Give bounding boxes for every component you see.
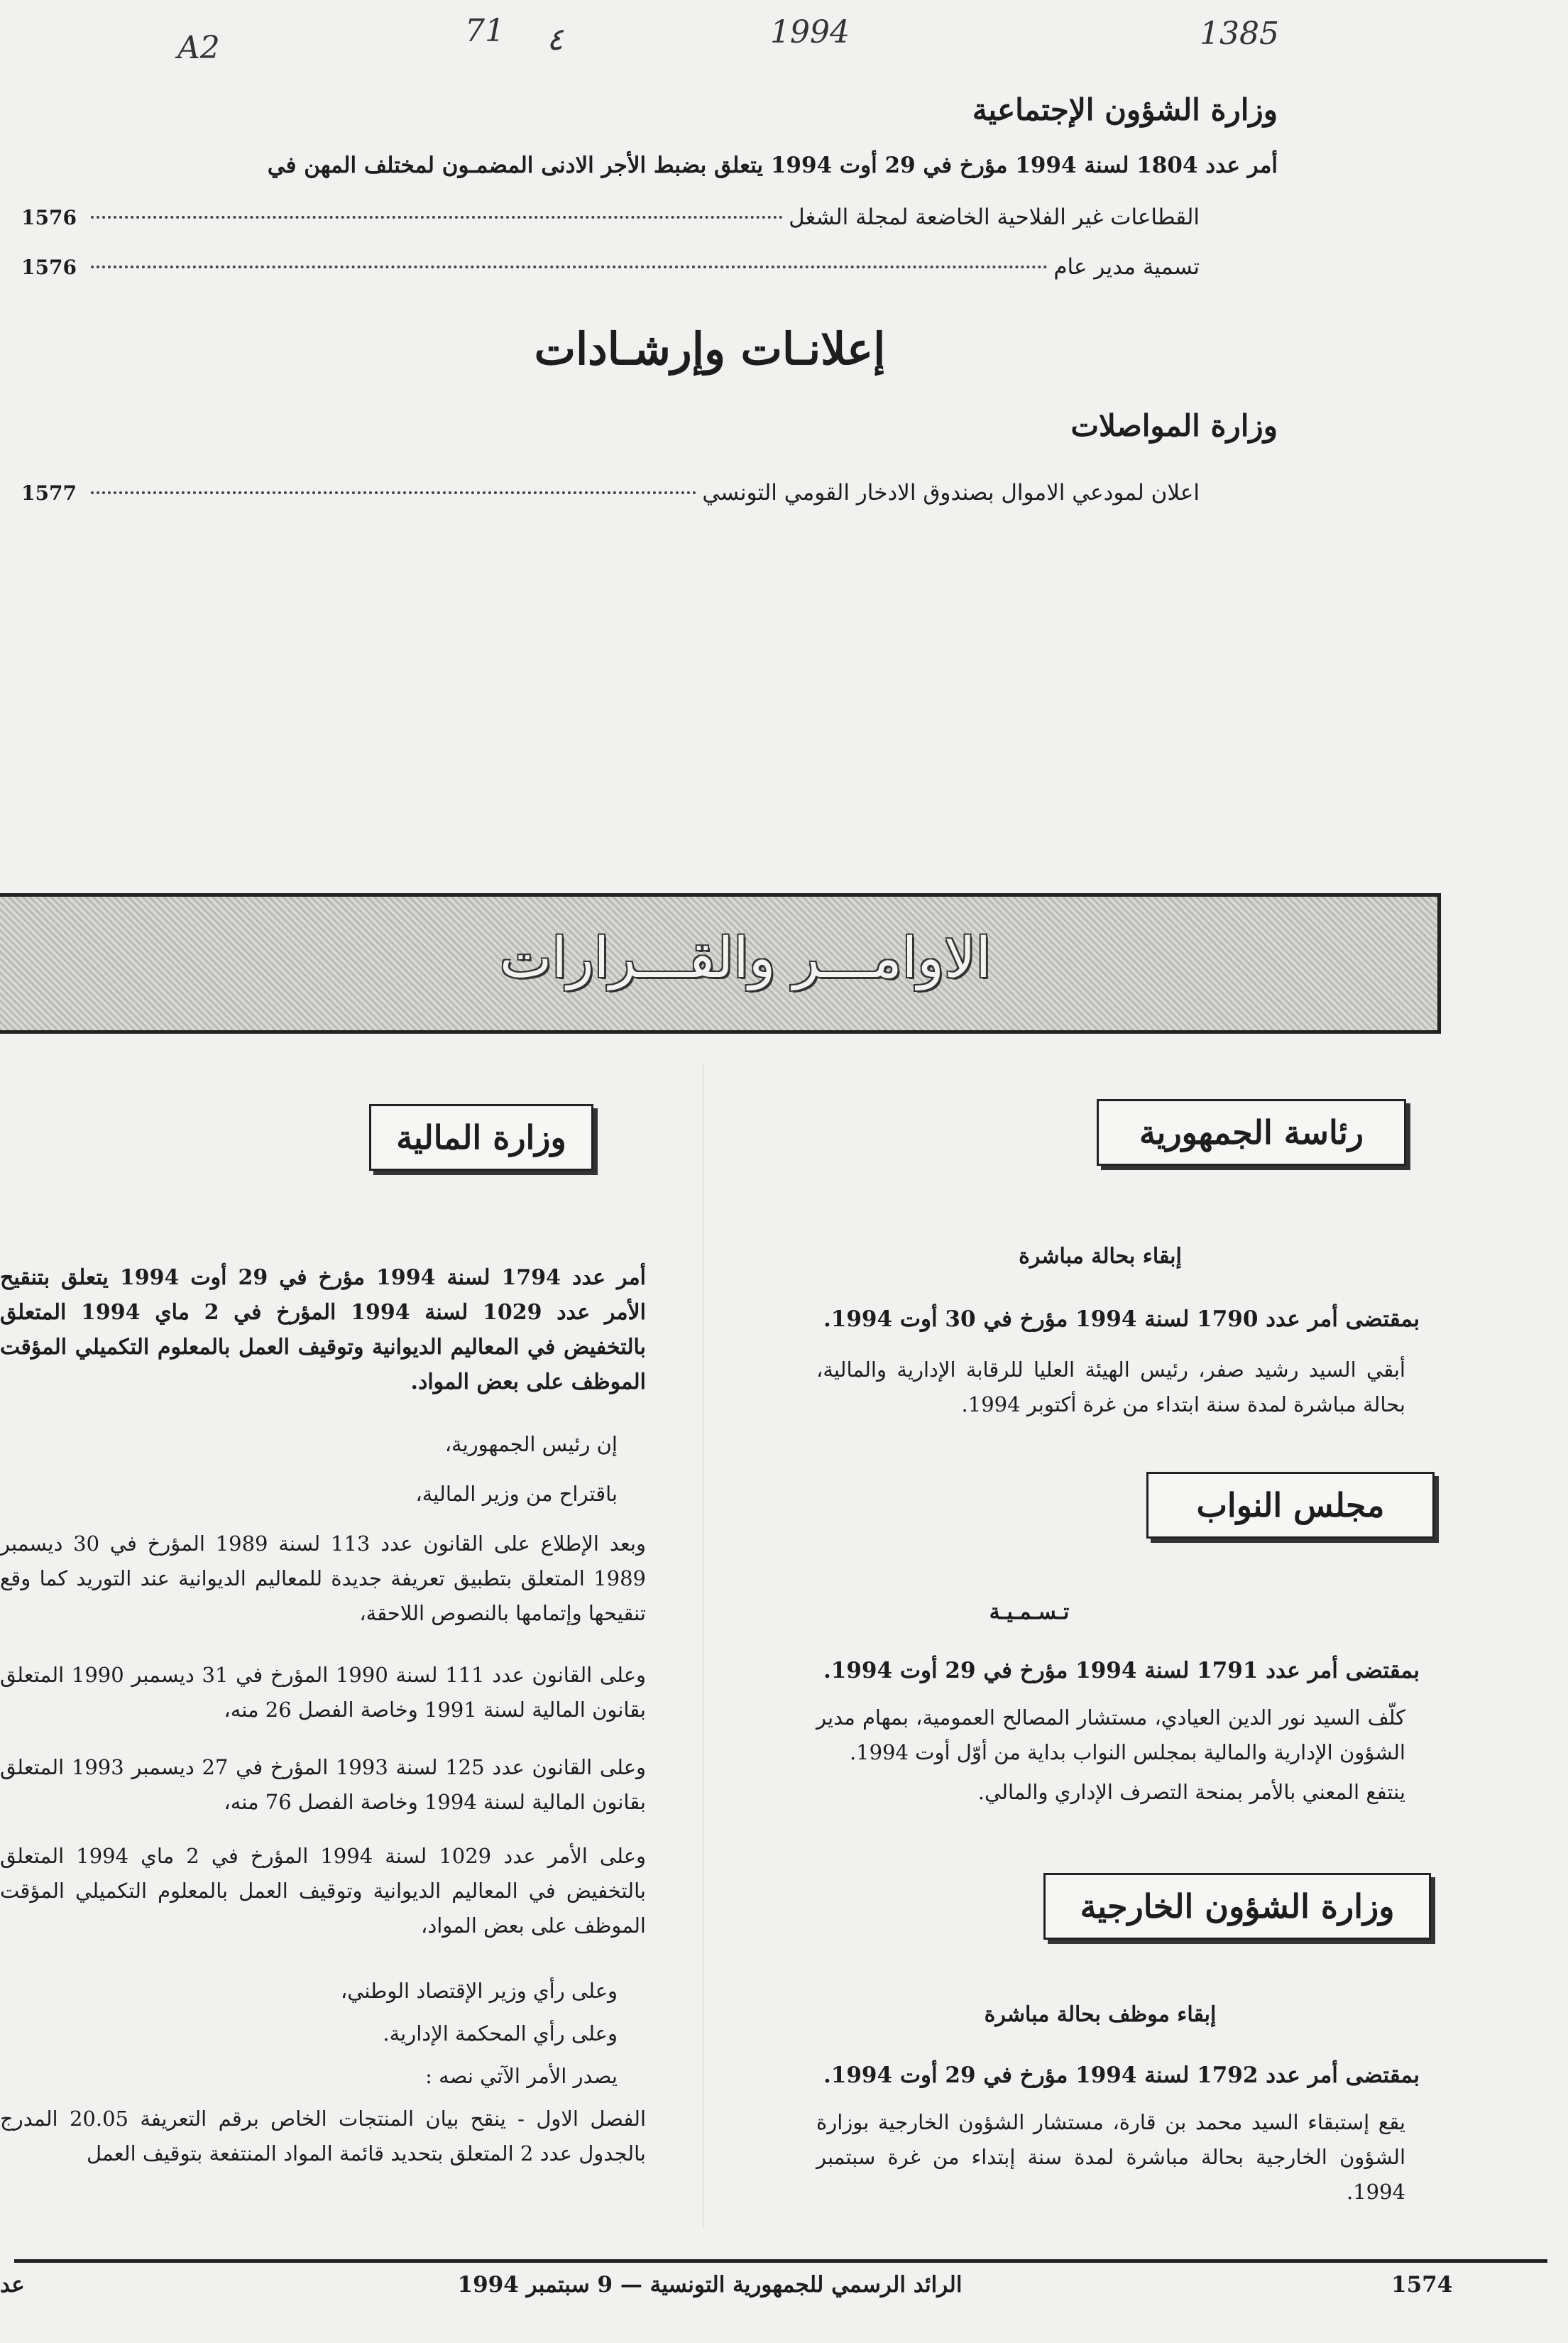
dot-leader: [91, 491, 696, 494]
finance-para: وعلى القانون عدد 125 لسنة 1993 المؤرخ في 27 ديسمبر 1993 المتعلق بقانون المالية لسنة 1994 وخاصة الفصل 76 منه،: [0, 1755, 647, 1814]
toc-ministry-transport: وزارة المواصلات: [1070, 408, 1278, 443]
toc-page-number: 1576: [21, 206, 77, 229]
finance-para: إن رئيس الجمهورية،: [444, 1432, 618, 1456]
finance-para: وعلى القانون عدد 111 لسنة 1990 المؤرخ في 31 ديسمبر 1990 المتعلق بقانون المالية لسنة 1991 وخاصة الفصل 26 منه،: [0, 1663, 647, 1722]
toc-row-2: [21, 248, 1200, 286]
finance-para: وعلى رأي وزير الإقتصاد الوطني،: [340, 1979, 618, 2003]
finance-para: وعلى الأمر عدد 1029 لسنة 1994 المؤرخ في 2 ماي 1994 المتعلق بالتخفيض في المعاليم الديوانية وتوقيف العمل بالمعلوم التكميلي المؤقت الموظف على بعض المواد،: [0, 1844, 646, 1938]
toc-item1-line2: القطاعات غير الفلاحية الخاضعة لمجلة الشغل: [789, 204, 1200, 230]
column-gutter: [703, 1065, 704, 2229]
handwritten-year: 1994: [770, 14, 850, 50]
parliament-text: كلّف السيد نور الدين العيادي، مستشار المصالح العمومية، بمهام مدير الشؤون الإدارية والمالية بمجلس النواب بداية من أوّل أوت 1994.: [816, 1705, 1405, 1764]
dot-leader: [91, 266, 1048, 268]
toc-page-number: 1577: [21, 481, 77, 505]
dot-leader: [91, 216, 783, 219]
footer-journal: الرائد الرسمي للجمهورية التونسية — 9 سبتمبر 1994: [457, 2272, 963, 2298]
finance-para: وبعد الإطلاع على القانون عدد 113 لسنة 1989 المؤرخ في 30 ديسمبر 1989 المتعلق بتطبيق تعريفة جديدة للمعاليم الديوانية عند التوريد كما وقع تنقيحها وإتمامها بالنصوص اللاحقة،: [0, 1531, 646, 1625]
foreign-text: يقع إستبقاء السيد محمد بن قارة، مستشار الشؤون الخارجية بوزارة الشؤون الخارجية بحالة مباشرة لمدة سنة إبتداء من غرة سبتمبر 1994.: [816, 2110, 1405, 2204]
foreign-title-box: وزارة الشؤون الخارجية: [1043, 1873, 1431, 1940]
foreign-subtitle: إبقاء موظف بحالة مباشرة: [984, 2002, 1217, 2027]
announcements-heading: إعلانـات وإرشـادات: [534, 323, 886, 375]
presidency-text: أبقي السيد رشيد صفر، رئيس الهيئة العليا للرقابة الإدارية والمالية، بحالة مباشرة لمدة سنة ابتداء من غرة أكتوبر 1994.: [816, 1358, 1405, 1416]
toc-page-number: 1576: [21, 256, 77, 279]
toc-ministry-social: وزارة الشؤون الإجتماعية: [972, 92, 1278, 127]
finance-para: وعلى رأي المحكمة الإدارية.: [383, 2021, 618, 2046]
section-banner: [0, 893, 1441, 1034]
finance-para: باقتراح من وزير المالية،: [415, 1482, 618, 1506]
handwritten-ref: 1385: [1200, 16, 1279, 52]
parliament-subtitle: تـسـمـيـة: [989, 1600, 1070, 1624]
presidency-decree: بمقتضى أمر عدد 1790 لسنة 1994 مؤرخ في 30 أوت 1994.: [823, 1306, 1420, 1332]
parliament-text-2: ينتفع المعني بالأمر بمنحة التصرف الإداري والمالي.: [977, 1780, 1405, 1804]
toc-row-1: [21, 199, 1200, 236]
footer-fragment: عد: [0, 2272, 25, 2298]
toc-item3: اعلان لمودعي الاموال بصندوق الادخار القومي التونسي: [702, 480, 1200, 506]
footer-rule: [14, 2259, 1547, 2263]
parliament-title-box: مجلس النواب: [1146, 1472, 1435, 1539]
finance-para: الفصل الاول - ينقح بيان المنتجات الخاص برقم التعريفة 20.05 المدرج بالجدول عدد 2 المتعلق بتحديد قائمة المواد المنتفعة بتوقيف العمل: [0, 2107, 646, 2166]
toc-item2: تسمية مدير عام: [1053, 254, 1200, 280]
presidency-title-box: رئاسة الجمهورية: [1097, 1099, 1406, 1166]
finance-para: يصدر الأمر الآتي نصه :: [425, 2064, 618, 2088]
finance-decree-title: أمر عدد 1794 لسنة 1994 مؤرخ في 29 أوت 1994 يتعلق بتنقيح الأمر عدد 1029 لسنة 1994 المؤرخ في 2 ماي 1994 المتعلق بالتخفيض في المعاليم الديوانية وتوقيف العمل بالمعلوم التكميلي المؤقت الموظف على بعض المواد.: [0, 1265, 647, 1394]
presidency-subtitle: إبقاء بحالة مباشرة: [1019, 1244, 1182, 1269]
finance-title-box: وزارة المالية: [369, 1104, 593, 1171]
handwritten-mark: ٤: [547, 21, 564, 58]
footer-page-number: 1574: [1391, 2272, 1453, 2298]
toc-row-3: [21, 474, 1200, 512]
toc-item1-line1: أمر عدد 1804 لسنة 1994 مؤرخ في 29 أوت 1994 يتعلق بضبط الأجر الادنى المضمـون لمختلف المهن في: [267, 153, 1278, 178]
parliament-decree: بمقتضى أمر عدد 1791 لسنة 1994 مؤرخ في 29 أوت 1994.: [823, 1658, 1420, 1683]
handwritten-code: A2: [177, 30, 220, 66]
foreign-decree: بمقتضى أمر عدد 1792 لسنة 1994 مؤرخ في 29 أوت 1994.: [823, 2063, 1420, 2088]
handwritten-number: 71: [465, 13, 505, 49]
banner-title: الاوامـــر والقـــرارات: [499, 927, 992, 990]
